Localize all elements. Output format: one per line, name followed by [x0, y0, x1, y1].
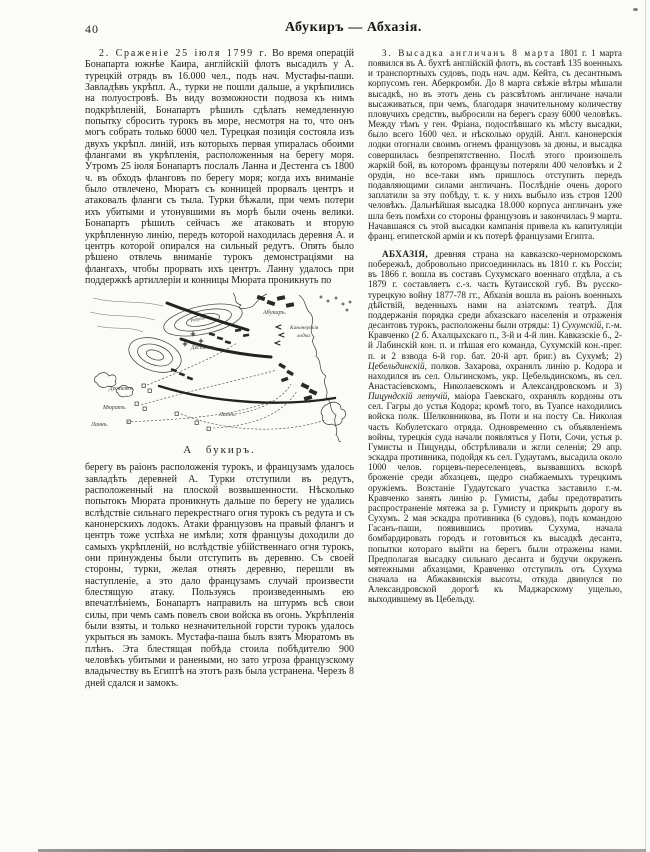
castle-fort-blocks	[301, 383, 318, 401]
map-label-gunboats-1: Канонерскія	[290, 325, 319, 332]
abukir-battle-map-illustration	[85, 292, 354, 442]
map-caption: А букиръ.	[183, 444, 256, 457]
left-column	[85, 48, 354, 689]
paragraph-english-landing: 3. Высадка англичанъ 8 марта 1801 г. 1 марта появился въ А. бухтѣ англійскій флотъ, въ составѣ 135 военныхъ и транспортныхъ судовъ, подъ нач. адм. Кейта, съ десантнымъ корпусомъ ген. Аберкромби. До 8 марта свѣжіе вѣтры мѣшали высадкѣ, но въ этотъ день съ разсвѣтомъ англичане начали высаживаться, при чемъ, благодаря значительному количеству пловучихъ средствъ, выбросили на берегъ сразу 6000 человѣкъ. Между тѣмъ у ген. Фріана, подоспѣвшаго къ мѣсту высадки, было всего 1600 чел. и нѣсколько орудій. Англ. канонерскія лодки отогнали своимъ огнемъ французовъ за дюны, и высадка совершилась безпрепятственно. Послѣ этого произошелъ жаркій бой, въ которомъ французы потеряли 400 человѣкъ и 2 орудія, но все-таки имъ пришлось отступить передъ подавляющими силами англичанъ. Послѣдніе очень дорого заплатили за эту побѣду, т. к. у нихъ выбыло изъ строя 1200 человѣкъ. Дальнѣйшая высадка 18.000 корпуса англичанъ уже шла безъ помѣхи со стороны французовъ и закончилась 9 марта. Начавшаяся съ этой высадки кампанія привела къ капитуляціи франц. египетской арміи и къ потерѣ французами Египта.	[368, 48, 622, 241]
map-label-destaing-left: Дестенгъ.	[109, 386, 135, 393]
castle-peninsula-outline	[321, 402, 345, 425]
map-label-lannes-left: Ланнъ.	[91, 422, 109, 429]
abukir-map-figure	[85, 292, 354, 456]
page-number: 40	[85, 22, 99, 36]
fortified-line-first	[167, 303, 248, 330]
map-label-murat: Мюратъ.	[103, 405, 127, 412]
map-label-destaing-center: Дестенгъ.	[191, 345, 217, 352]
paragraph-abukir-battle: 2. Сраженіе 25 іюля 1799 г. Во время операцій Бонапарта южнѣе Каира, англійскій флотъ высадилъ у А. турецкій отрядъ въ 16.000 чел., подъ нач. Мустафы-паши. Завладѣвъ укрѣпл. А., турки не пошли дальше, а укрѣпились на полуостровѣ. Въ виду возможности подвоза къ нимъ подкрѣпленій, Бонапартъ рѣшилъ сдѣлать немедленную попытку сбросить турокъ въ море, несмотря на то, что онъ могъ собрать только 6000 чел. Турецкая позиція состояла изъ двухъ укрѣпл. линій, изъ которыхъ первая упиралась обоими флангами въ укрѣпленія, расположенныя на берегу моря. Утромъ 25 іюля Бонапартъ послалъ Ланна и Дестенга съ 1800 ч. въ обходъ фланговъ по берегу моря; когда ихъ вниманіе было отвлечено, Мюратъ съ конницей прорвалъ центръ и атаковалъ фланги съ тыла. Турки бѣжали, при чемъ потери ихъ убитыми и утонувшими въ морѣ были очень велики. Бонапартъ рѣшилъ сейчасъ же атаковать и вторую укрѣпленную линію, передъ которой находилась деревня А. и центръ которой опирался на сильный редутъ. Опять было рѣшено отвлечь вниманіе турокъ демонстраціями на флангахъ, чтобы прорвать ихъ центръ. Ланну удалось при поддержкѣ артиллеріи и конницы Мюрата проникнуть по	[85, 48, 355, 286]
scan-speck	[633, 8, 638, 11]
running-title: Абукиръ — Абхазія.	[284, 20, 423, 35]
abukir-village-blocks	[257, 295, 295, 308]
map-label-abukir: Абукиръ.	[263, 309, 287, 317]
page-header	[85, 20, 622, 38]
reef-dots	[320, 296, 351, 311]
gunboat-marks	[275, 325, 284, 345]
map-label-redoubt: Редутъ	[190, 315, 206, 324]
fortified-line-shore	[159, 386, 335, 403]
column-marker-squares	[127, 384, 210, 430]
map-label-lannes-center: Ланнъ.	[219, 412, 237, 419]
right-column	[368, 48, 622, 689]
scan-edge-right	[645, 0, 646, 852]
paragraph-abkhazia-article: АБХАЗІЯ, древняя страна на кавказско-черноморскомъ побережьѣ, добровольно присоединилась въ 1810 г. къ Россіи; въ 1866 г. вошла въ составъ Сухумскаго военнаго отдѣла, а съ 1879 г. составляетъ с.-з. часть Кутаисской губ. Въ русско-турецкую войну 1877-78 гг., Абхазія вошла въ раіонъ военныхъ дѣйствій, веденныхъ нами на азіатскомъ театрѣ. Для поддержанія порядка среди абхазскаго населенія и отраженія десантовъ турокъ, расположены были отряды: 1) Сухумскій, г.-м. Кравченко (2 б. Ахалцыхскаго п., 3-й и 4-й лин. Кавказскіе б., 2-й Лабинскій кон. п. и пѣшая его команда, Сухумскій кон.-прег. п. и 2 взвода 6-й гор. бат. 20-й арт. бриг.) въ Сухумѣ; 2) Цебельдинскій, полков. Захарова, охранялъ линію р. Кодора и находился въ сел. Ольгинскомъ, укр. Цебельдинскомъ, въ сел. Анастасіевскомъ, Николаевскомъ и Александровскомъ и 3) Пицундскій летучій, маіора Гаевскаго, охранялъ кордоны отъ сел. Гагры до устья Кодора; кромѣ того, въ Туапсе находились войска полк. Шелковникова, въ Поти и на посту Св. Николая часть Кобулетскаго отряда. Одновременно съ объявленіемъ войны, турецкія суда начали появляться у Поти, Сочи, устья р. Гумисты и Пицунды, обстрѣливали и жгли селенія; 29 апр. эскадра противника, подойдя къ сел. Гудаутамъ, высадила около 1000 челов. горцевъ-переселенцевъ, вызвавшихъ вскорѣ броженіе среди абхазцевъ, щедро снабжаемыхъ турецкимъ оружіемъ. Возстаніе Гудаутскаго участка заставило г.-м. Кравченко занять линію р. Гумисты, дабы предотвратить распространеніе мятежа за р. Гумисту и прикрыть дорогу въ Сухумъ. 2 мая эскадра противника (6 судовъ), подъ командою Гасанъ-паши, появившись противъ Сухума, начала бомбардировать городъ и готовиться къ высадкѣ десанта, попытки котораго выйти на берегъ были отражены нами. Предполагая высадку сильнаго десанта и будучи окруженъ мятежными абхазцами, Кравченко отступилъ отъ Сухума сначала на Абжаквинскія высоты, откуда двинулся по Александровской дорогѣ къ Маджарскому ущелью, выходившему въ Цебельду.	[368, 248, 622, 605]
text-columns	[85, 48, 622, 689]
paragraph-abukir-battle-continued: берегу въ раіонъ расположенія турокъ, и французамъ удалось завладѣть деревней А. Турки отступили въ редутъ, расположенный на плоской возвышенности. Нѣсколько попытокъ Мюрата проникнуть дальше по берегу не удались вслѣдствіе сильнаго перекрестнаго огня турокъ съ редута и съ канонерскихъ лодокъ. Атаки французовъ на правый флангъ и центръ тоже успѣха не имѣли; хотя французы доходили до самыхъ укрѣпленій, но вслѣдствіе убійственнаго огня турокъ, они принуждены были отступить въ деревню. Съ своей стороны, турки, желая отнять деревню, перешли въ наступленіе, а это дало французамъ случай произвести блестящую атаку. Пользуясь произведеннымъ ею впечатлѣніемъ, Бонапартъ направилъ на штурмъ всѣ свои силы, при чемъ самъ повелъ свои войска въ огонь. Укрѣпленія были взяты, и только незначительной горсти турокъ удалось укрыться въ замокъ. Мустафа-паша былъ взятъ Мюратомъ въ плѣнъ. Эта блестящая побѣда стоила побѣдителю 900 человѣкъ убитыми и ранеными, но зато угроза французскому владычеству въ Египтѣ на этотъ разъ была устранена. Черезъ 8 дней сдался и замокъ.	[85, 462, 354, 689]
map-label-gunboats-2: лодки	[297, 333, 310, 340]
troop-blocks	[171, 329, 294, 383]
